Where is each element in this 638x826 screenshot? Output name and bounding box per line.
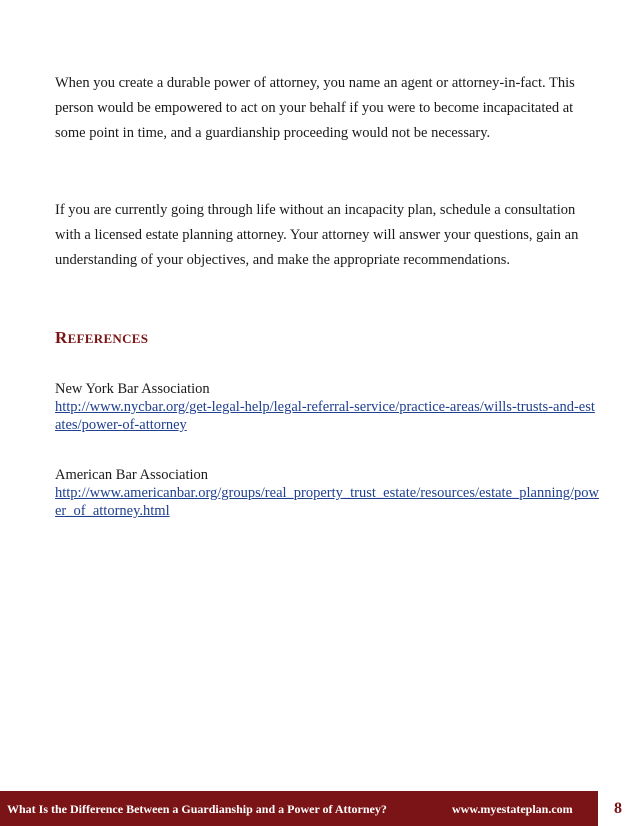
reference-entry	[55, 466, 600, 520]
body-paragraph: When you create a durable power of attorney, you name an agent or attorney-in-fact. This person would be empowered to act on your behalf if you were to become incapacitated at some point in time, and a guardianship proceeding would not be necessary.	[55, 75, 575, 141]
footer-website: www.myestateplan.com	[452, 802, 573, 816]
reference-link[interactable]: http://www.americanbar.org/groups/real_property_trust_estate/resources/estate_planning/power_of_attorney.html	[55, 485, 599, 519]
body-paragraph: If you are currently going through life without an incapacity plan, schedule a consultation with a licensed estate planning attorney. Your attorney will answer your questions, gain an understanding of your objectives, and make the appropriate recommendations.	[55, 202, 579, 268]
references-heading-initial: R	[55, 328, 68, 347]
reference-entry	[55, 380, 600, 434]
references-heading	[55, 328, 148, 348]
page-number: 8	[614, 800, 622, 817]
reference-organization: American Bar Association	[55, 467, 209, 483]
reference-organization: New York Bar Association	[55, 381, 210, 397]
reference-link[interactable]: http://www.nycbar.org/get-legal-help/legal-referral-service/practice-areas/wills-trusts-and-estates/power-of-attorney	[55, 399, 595, 433]
footer-title: What Is the Difference Between a Guardianship and a Power of Attorney?	[7, 802, 387, 816]
footer-bar	[0, 791, 598, 826]
references-heading-rest: EFERENCES	[67, 331, 149, 346]
